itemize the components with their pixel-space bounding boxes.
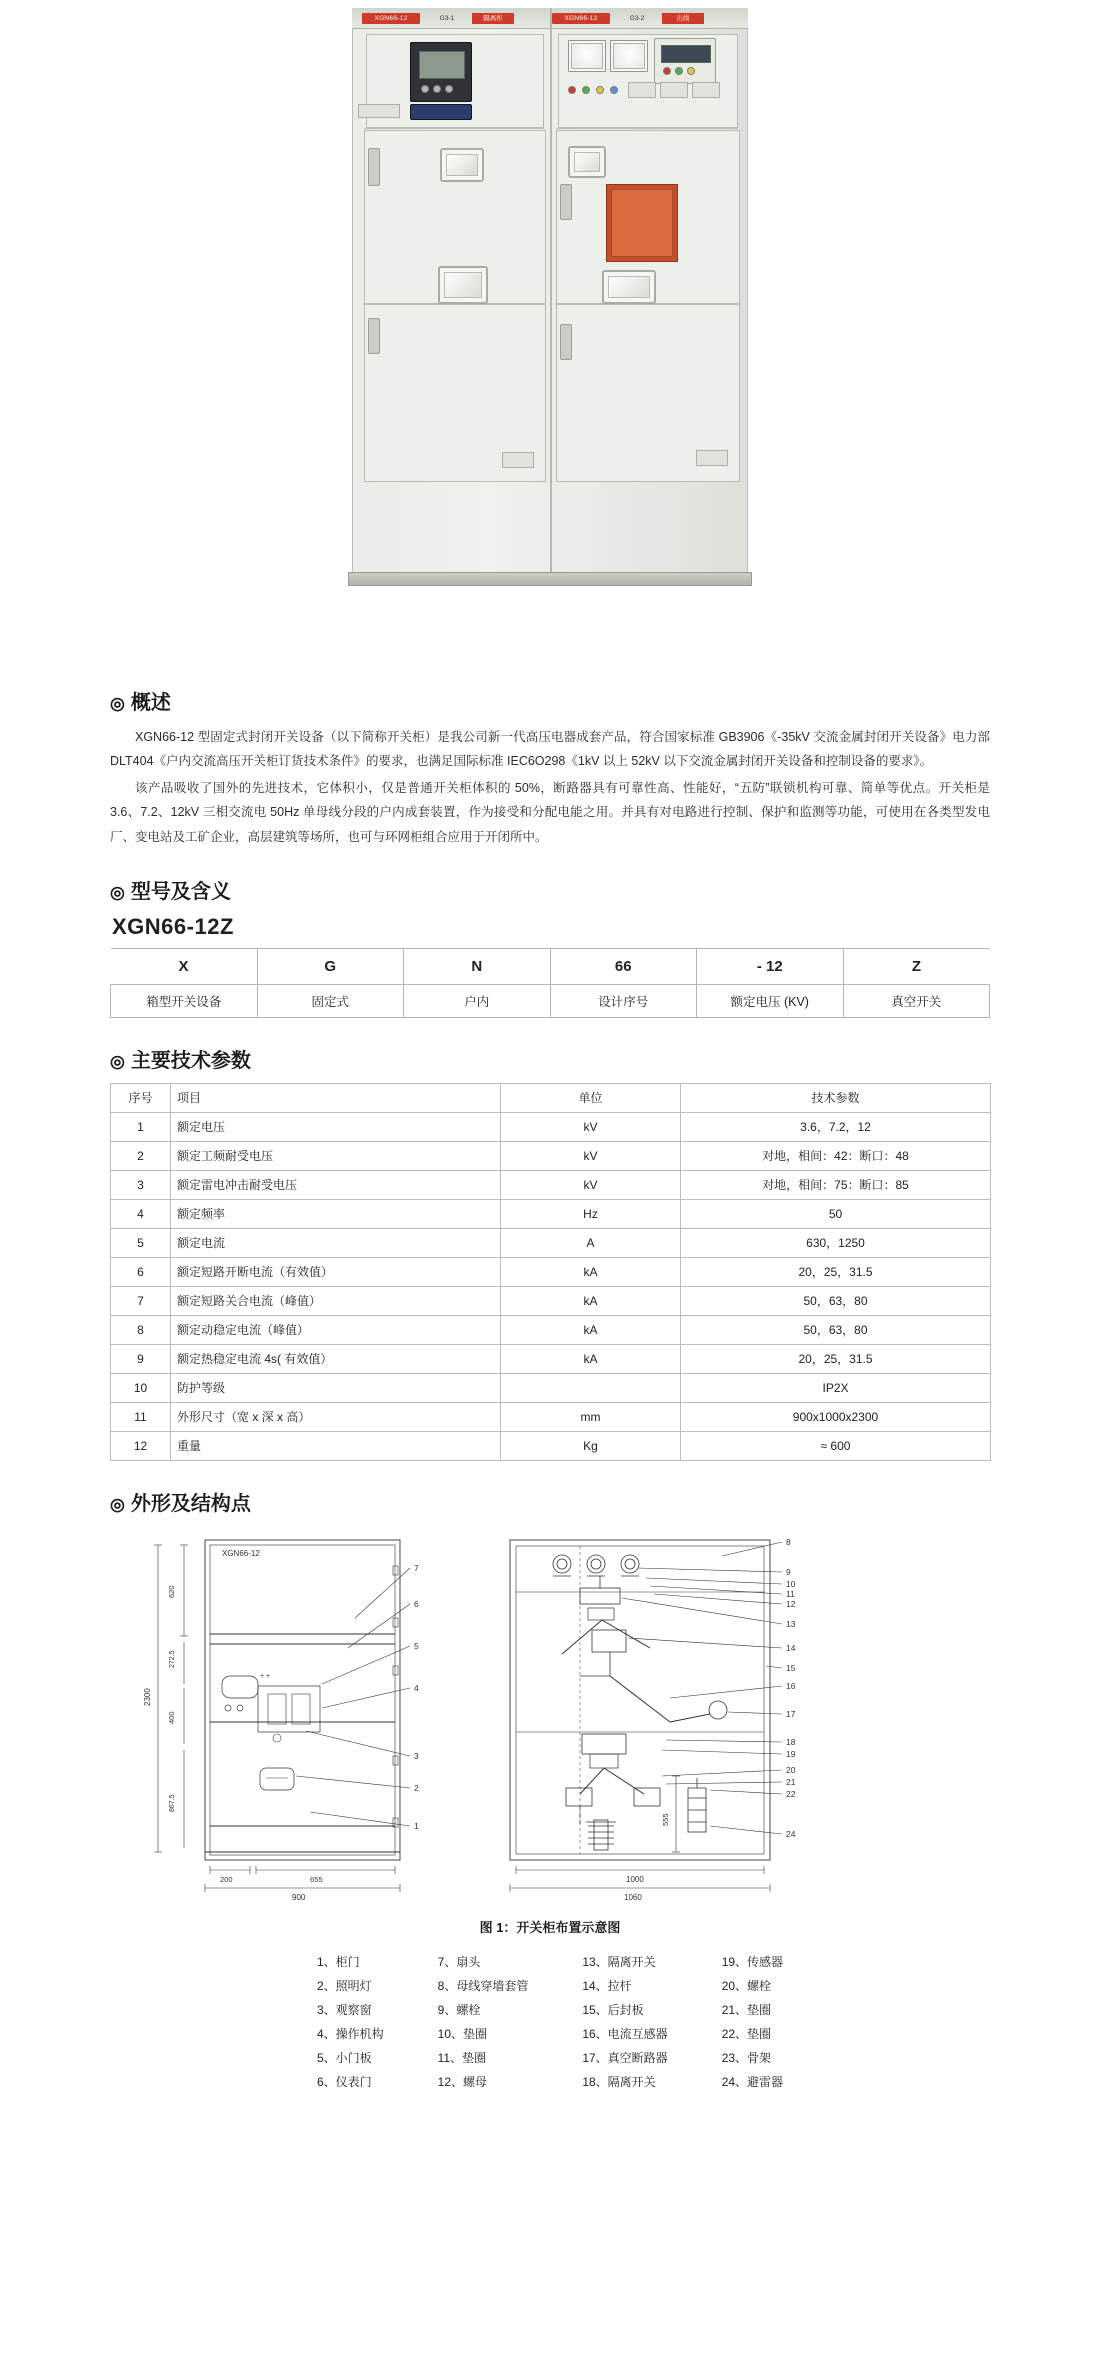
row-index: 5 — [111, 1228, 171, 1257]
legend-column-4 — [722, 1950, 783, 2094]
row-item: 额定短路开断电流（有效值） — [171, 1257, 501, 1286]
model-code-cell-2: N — [404, 948, 551, 984]
row-item: 重量 — [171, 1431, 501, 1460]
legend-item: 2、照明灯 — [316, 1978, 372, 1993]
technical-parameters-table — [110, 1083, 991, 1461]
voltmeter — [610, 40, 648, 72]
legend-column-3 — [582, 1950, 667, 2094]
table-row — [111, 1431, 991, 1460]
legend-item: 23、骨架 — [721, 2050, 772, 2065]
legend-item: 6、仪表门 — [316, 2074, 372, 2089]
legend-item: 10、垫圈 — [437, 2026, 487, 2041]
relay-display — [419, 51, 465, 79]
dim-200: 200 — [220, 1874, 233, 1884]
row-item: 额定雷电冲击耐受电压 — [171, 1170, 501, 1199]
row-unit: Kg — [501, 1431, 681, 1460]
dim-1000: 1000 — [626, 1874, 644, 1884]
drawing-legend — [110, 1950, 990, 2094]
params-col-unit: 单位 — [501, 1083, 681, 1112]
row-value: 20，25，31.5 — [681, 1344, 991, 1373]
callout-21: 21 — [786, 1776, 796, 1787]
legend-column-2 — [438, 1950, 529, 2094]
model-heading — [110, 875, 990, 904]
model-heading-text: 型号及含义 — [130, 880, 231, 903]
operating-mechanism-cover — [606, 184, 678, 262]
right-door-handle-upper — [560, 184, 572, 220]
model-code-cell-0: X — [111, 948, 258, 984]
row-value: 50 — [681, 1199, 991, 1228]
callout-22: 22 — [786, 1788, 796, 1799]
table-row — [111, 1315, 991, 1344]
model-code-cell-3: 66 — [550, 948, 697, 984]
model-meaning-cell-3: 设计序号 — [550, 984, 697, 1017]
dim-555: 555 — [661, 1813, 670, 1826]
row-unit: kV — [501, 1141, 681, 1170]
model-meaning-cell-0: 箱型开关设备 — [111, 984, 258, 1017]
meter-face — [613, 43, 645, 69]
status-lamp-blue — [610, 86, 618, 94]
relay-button-2 — [433, 85, 441, 93]
right-door-handle-lower — [560, 324, 572, 360]
section-bullet-icon: ◎ — [110, 694, 125, 713]
row-value: 630，1250 — [681, 1228, 991, 1257]
row-value: 900x1000x2300 — [681, 1402, 991, 1431]
dim-1060: 1060 — [624, 1892, 642, 1902]
dim-620: 620 — [167, 1585, 176, 1598]
callout-9: 9 — [786, 1566, 791, 1577]
legend-item: 16、电流互感器 — [582, 2026, 668, 2041]
callout-5: 5 — [414, 1640, 419, 1651]
control-switch — [628, 82, 656, 98]
params-heading-text: 主要技术参数 — [130, 1049, 251, 1072]
legend-item: 19、传感器 — [721, 1954, 784, 1969]
dim-400: 400 — [167, 1711, 176, 1724]
legend-item: 22、垫圈 — [721, 2026, 772, 2041]
table-row — [111, 1402, 991, 1431]
legend-item: 14、拉杆 — [582, 1978, 632, 1993]
row-index: 10 — [111, 1373, 171, 1402]
legend-item: 7、扇头 — [437, 1954, 481, 1969]
table-row — [111, 1257, 991, 1286]
model-code-title: XGN66-12Z — [112, 913, 234, 939]
model-meaning-cell-1: 固定式 — [257, 984, 404, 1017]
left-terminal-block — [358, 104, 400, 118]
callout-2: 2 — [414, 1782, 419, 1793]
left-upper-view-window — [440, 148, 484, 182]
drawing-heading — [110, 1487, 990, 1516]
left-cabinet-label-1: G3-1 — [439, 15, 455, 22]
left-mid-view-window — [438, 266, 488, 304]
legend-item: 24、避雷器 — [721, 2074, 784, 2089]
right-cabinet-label-2: 出线 — [662, 13, 704, 24]
dim-272-5: 272.5 — [169, 1650, 176, 1668]
status-lamp-red — [568, 86, 576, 94]
dim-2300: 2300 — [143, 1688, 152, 1706]
window-glass-inner — [608, 276, 650, 298]
legend-item: 5、小门板 — [316, 2050, 372, 2065]
row-index: 6 — [111, 1257, 171, 1286]
section-bullet-icon: ◎ — [110, 882, 125, 902]
params-col-value: 技术参数 — [681, 1083, 991, 1112]
model-code-row — [111, 948, 990, 984]
legend-item: 1、柜门 — [316, 1954, 360, 1969]
cabinet-divider — [550, 8, 552, 576]
legend-item: 15、后封板 — [582, 2002, 644, 2017]
row-item: 外形尺寸（宽 x 深 x 高） — [171, 1402, 501, 1431]
dim-900: 900 — [292, 1892, 306, 1902]
row-index: 1 — [111, 1112, 171, 1141]
status-lamp-green — [582, 86, 590, 94]
overview-paragraph-1: XGN66-12 型固定式封闭开关设备（以下简称开关柜）是我公司新一代高压电器成套产品，符合国家标准 GB3906《-35kV 交流金属封闭开关设备》电力部 DLT404《户内交流高压开关柜订货技术条件》的要求，也满足国际标准 IEC6O298《1kV 以上 52kV 以下交流金属封闭开关设备和控制设备的要求》。 — [110, 730, 990, 769]
row-item: 额定工频耐受电压 — [171, 1141, 501, 1170]
row-index: 9 — [111, 1344, 171, 1373]
callout-19: 19 — [786, 1748, 796, 1759]
window-glass-inner — [446, 154, 478, 176]
section-bullet-icon: ◎ — [110, 1494, 125, 1514]
callout-3: 3 — [414, 1750, 419, 1761]
reset-switch — [692, 82, 720, 98]
table-row — [111, 1112, 991, 1141]
row-value: 3.6，7.2，12 — [681, 1112, 991, 1141]
row-unit: Hz — [501, 1199, 681, 1228]
callout-11: 11 — [786, 1588, 795, 1599]
overview-heading-text: 概述 — [130, 692, 171, 714]
row-index: 4 — [111, 1199, 171, 1228]
structure-drawing — [110, 1526, 990, 1911]
legend-item: 18、隔离开关 — [582, 2074, 656, 2089]
callout-7: 7 — [414, 1562, 419, 1573]
row-unit — [501, 1373, 681, 1402]
right-protection-relay — [654, 38, 716, 84]
callout-6: 6 — [414, 1598, 419, 1609]
callout-15: 15 — [786, 1662, 796, 1673]
row-item: 额定电流 — [171, 1228, 501, 1257]
legend-item: 17、真空断路器 — [582, 2050, 668, 2065]
relay-indicator-yellow — [687, 67, 695, 75]
row-item: 额定动稳定电流（峰值） — [171, 1315, 501, 1344]
model-meaning-table — [110, 948, 990, 1018]
left-door-top-line — [364, 128, 544, 129]
ammeter — [568, 40, 606, 72]
row-index: 7 — [111, 1286, 171, 1315]
row-unit: kA — [501, 1344, 681, 1373]
row-unit: kA — [501, 1257, 681, 1286]
left-cabinet-nameplate: XGN66-12 — [362, 13, 420, 24]
callout-10: 10 — [786, 1578, 796, 1589]
selector-switch — [660, 82, 688, 98]
table-row — [111, 1373, 991, 1402]
status-lamp-yellow — [596, 86, 604, 94]
callout-24: 24 — [786, 1828, 796, 1839]
row-index: 3 — [111, 1170, 171, 1199]
legend-item: 11、垫圈 — [437, 2050, 487, 2065]
legend-item: 21、垫圈 — [721, 2002, 772, 2017]
left-indicator-strip — [410, 104, 472, 120]
figure-caption: 图 1：开关柜布置示意图 — [479, 1919, 621, 1935]
row-unit: kV — [501, 1170, 681, 1199]
overview-paragraph-2: 该产品吸收了国外的先进技术，它体积小，仅是普通开关柜体积的 50%，断路器具有可靠性高、性能好，“五防”联锁机构可靠、简单等优点。开关柜是 3.6、7.2、12kV 三相交流电 50Hz 单母线分段的户内成套装置，作为接受和分配电能之用。并具有对电路进行控制、保护和监测等功能，可使用在各类型发电厂、变电站及工矿企业，高层建筑等场所，也可与环网柜组合应用于开闭所中。 — [110, 780, 990, 844]
row-value: ≈ 600 — [681, 1431, 991, 1460]
table-row — [111, 1199, 991, 1228]
product-photo — [0, 0, 1100, 660]
legend-column-1 — [317, 1950, 384, 2094]
row-unit: kA — [501, 1315, 681, 1344]
table-row — [111, 1344, 991, 1373]
params-col-index: 序号 — [111, 1083, 171, 1112]
window-glass-inner — [444, 272, 482, 298]
mechanism-inner-plate — [611, 189, 673, 257]
left-door-handle-lower — [368, 318, 380, 354]
params-col-item: 项目 — [171, 1083, 501, 1112]
row-value: 对地，相间：42：断口：48 — [681, 1141, 991, 1170]
table-row — [111, 1228, 991, 1257]
table-row — [111, 1170, 991, 1199]
left-door-handle-upper — [368, 148, 380, 186]
row-index: 11 — [111, 1402, 171, 1431]
right-bottom-vent — [696, 450, 728, 466]
model-code-cell-1: G — [257, 948, 404, 984]
right-mid-view-window — [602, 270, 656, 304]
model-meaning-cell-2: 户内 — [404, 984, 551, 1017]
row-item: 额定热稳定电流 4s( 有效值） — [171, 1344, 501, 1373]
row-item: 额定频率 — [171, 1199, 501, 1228]
legend-item: 8、母线穿墙套管 — [437, 1978, 529, 1993]
overview-heading — [110, 686, 990, 715]
window-glass-inner — [574, 152, 600, 172]
row-index: 8 — [111, 1315, 171, 1344]
legend-item: 9、螺栓 — [437, 2002, 481, 2017]
relay-button-3 — [445, 85, 453, 93]
section-bullet-icon: ◎ — [110, 1051, 125, 1071]
left-cabinet-label-2: 隔离柜 — [472, 13, 514, 24]
model-meaning-row — [111, 984, 990, 1017]
callout-16: 16 — [786, 1680, 796, 1691]
model-code-cell-5: Z — [843, 948, 990, 984]
drawing-panel-label: XGN66-12 — [222, 1548, 260, 1558]
relay-display — [661, 45, 711, 63]
callout-12: 12 — [786, 1598, 796, 1609]
row-value: 50，63，80 — [681, 1315, 991, 1344]
switchgear-cabinet — [352, 8, 748, 576]
model-meaning-cell-5: 真空开关 — [843, 984, 990, 1017]
right-door-top-line — [556, 128, 738, 129]
row-unit: A — [501, 1228, 681, 1257]
legend-item: 20、螺栓 — [721, 1978, 772, 1993]
callout-4: 4 — [414, 1682, 419, 1693]
left-bottom-vent — [502, 452, 534, 468]
right-cabinet-label-1: G3-2 — [629, 15, 645, 22]
relay-indicator-green — [675, 67, 683, 75]
table-row — [111, 1286, 991, 1315]
row-value: 50，63，80 — [681, 1286, 991, 1315]
structure-drawing-svg — [110, 1526, 990, 1906]
row-item: 额定短路关合电流（峰值） — [171, 1286, 501, 1315]
row-unit: kV — [501, 1112, 681, 1141]
callout-8: 8 — [786, 1536, 791, 1547]
callout-17: 17 — [786, 1708, 796, 1719]
legend-item: 13、隔离开关 — [582, 1954, 656, 1969]
row-value: 20，25，31.5 — [681, 1257, 991, 1286]
dim-655: 655 — [310, 1874, 323, 1884]
meter-face — [571, 43, 603, 69]
params-heading — [110, 1044, 990, 1073]
row-item: 额定电压 — [171, 1112, 501, 1141]
row-index: 12 — [111, 1431, 171, 1460]
svg-text:+ +: + + — [260, 1672, 271, 1680]
model-meaning-cell-4: 额定电压 (KV) — [697, 984, 844, 1017]
right-cabinet-nameplate: XGN66-12 — [552, 13, 610, 24]
legend-item: 4、操作机构 — [316, 2026, 384, 2041]
table-row — [111, 1141, 991, 1170]
row-value: IP2X — [681, 1373, 991, 1402]
dim-867-5: 867.5 — [169, 1794, 176, 1812]
relay-button-1 — [421, 85, 429, 93]
callout-20: 20 — [786, 1764, 796, 1775]
row-item: 防护等级 — [171, 1373, 501, 1402]
right-upper-view-window — [568, 146, 606, 178]
cabinet-base — [348, 572, 752, 586]
callout-14: 14 — [786, 1642, 796, 1653]
row-index: 2 — [111, 1141, 171, 1170]
row-value: 对地，相间：75：断口：85 — [681, 1170, 991, 1199]
legend-item: 3、观察窗 — [316, 2002, 372, 2017]
callout-13: 13 — [786, 1618, 796, 1629]
legend-item: 12、螺母 — [437, 2074, 487, 2089]
relay-indicator-red — [663, 67, 671, 75]
row-unit: mm — [501, 1402, 681, 1431]
params-header-row — [111, 1083, 991, 1112]
drawing-heading-text: 外形及结构点 — [130, 1492, 251, 1515]
callout-1: 1 — [414, 1820, 419, 1831]
left-protection-relay — [410, 42, 472, 102]
model-code-cell-4: - 12 — [697, 948, 844, 984]
row-unit: kA — [501, 1286, 681, 1315]
callout-18: 18 — [786, 1736, 796, 1747]
